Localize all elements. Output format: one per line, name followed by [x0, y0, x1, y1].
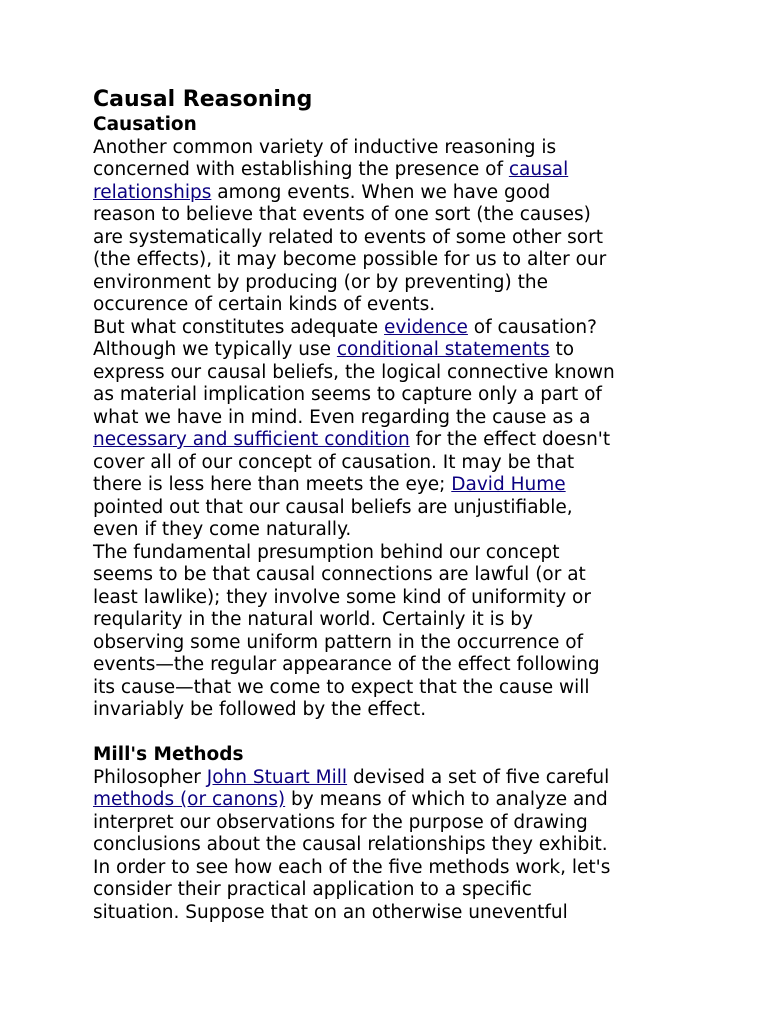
link-causal-relationships-cont[interactable]: relationships [93, 181, 212, 203]
link-necessary-and-sufficient-condition[interactable]: necessary and sufficient condition [93, 429, 410, 450]
section-heading-causation: Causation [93, 114, 197, 135]
link-john-stuart-mill[interactable]: John Stuart Mill [206, 766, 348, 788]
text-line: reqularity in the natural world. Certainly it is by [93, 609, 533, 630]
text-span: of causation? [467, 316, 597, 338]
text-line: even if they come naturally. [93, 519, 352, 540]
text-line [93, 767, 703, 790]
text-span: Philosopher [93, 766, 207, 788]
text-span: concerned with establishing the presence of [93, 159, 509, 180]
text-line: seems to be that causal connections are lawful (or at [93, 564, 586, 585]
text-line [93, 317, 703, 340]
text-line: consider their practical application to a specific [93, 879, 532, 900]
text-line: The fundamental presumption behind our concept [93, 541, 560, 563]
link-methods-or-canons[interactable]: methods (or canons) [93, 789, 286, 810]
text-line [93, 789, 703, 812]
text-line: interpret our observations for the purpose of drawing [93, 811, 588, 833]
text-line: situation. Suppose that on an otherwise uneventful [93, 901, 568, 923]
text-line: environment by producing (or by preventing) the [93, 271, 548, 293]
link-conditional-statements[interactable]: conditional statements [336, 339, 550, 360]
text-span: to [549, 339, 575, 360]
text-span: Although we typically use [93, 339, 337, 360]
text-span: by means of which to analyze and [285, 789, 608, 810]
link-causal-relationships[interactable]: causal [508, 159, 569, 180]
text-line: conclusions about the causal relationships they exhibit. [93, 834, 608, 855]
link-evidence[interactable]: evidence [384, 316, 468, 338]
text-span: there is less here than meets the eye; [93, 474, 452, 495]
page-title: Causal Reasoning [93, 87, 313, 112]
text-line [93, 474, 703, 497]
text-line [93, 159, 703, 182]
text-line [93, 429, 703, 452]
paragraph-presumption [93, 542, 703, 722]
link-david-hume[interactable]: David Hume [451, 474, 566, 495]
paragraph-spacer [93, 722, 703, 745]
text-line [93, 339, 703, 362]
text-line: events—the regular appearance of the effect following [93, 654, 600, 675]
text-span: But what constitutes adequate [93, 316, 385, 338]
paragraph-causation-intro [93, 137, 703, 317]
text-line: least lawlike); they involve some kind of uniformity or [93, 586, 591, 608]
text-line: express our causal beliefs, the logical connective known [93, 361, 615, 383]
text-line: its cause—that we come to expect that the cause will [93, 676, 590, 698]
text-line [93, 182, 703, 205]
text-line: Another common variety of inductive reasoning is [93, 136, 557, 158]
section-heading-mills-methods: Mill's Methods [93, 744, 244, 765]
text-span: devised a set of five careful [347, 766, 610, 788]
text-line: pointed out that our causal beliefs are unjustifiable, [93, 496, 573, 518]
text-line: what we have in mind. Even regarding the cause as a [93, 406, 591, 428]
text-line: are systematically related to events of some other sort [93, 226, 603, 248]
paragraph-evidence [93, 317, 703, 542]
text-line: cover all of our concept of causation. It may be that [93, 451, 575, 473]
text-line: In order to see how each of the five methods work, let's [93, 856, 611, 878]
text-span: for the effect doesn't [409, 429, 611, 450]
text-span: among events. When we have good [211, 181, 551, 203]
document-body [93, 86, 703, 924]
paragraph-mills-methods [93, 767, 703, 925]
text-line: occurence of certain kinds of events. [93, 294, 436, 315]
text-line: reason to believe that events of one sort (the causes) [93, 204, 591, 225]
text-line: (the effects), it may become possible for us to alter our [93, 249, 607, 270]
text-line: invariably be followed by the effect. [93, 699, 427, 720]
text-line: as material implication seems to capture only a part of [93, 384, 602, 405]
text-line: observing some uniform pattern in the occurrence of [93, 631, 584, 653]
